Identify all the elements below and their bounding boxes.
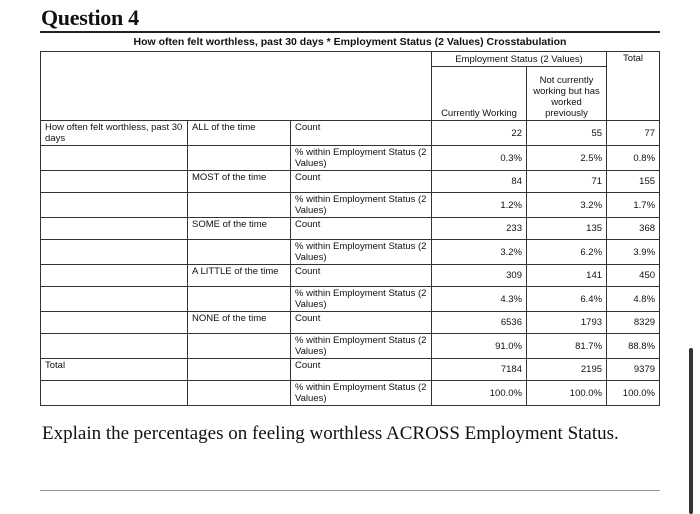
answer-line [40, 490, 660, 491]
count-cell: 55 [527, 121, 607, 146]
heading-underline [40, 31, 660, 33]
col-a-header: Currently Working [432, 67, 527, 121]
percent-cell: 4.3% [432, 287, 527, 312]
count-cell: 141 [527, 265, 607, 287]
percent-label: % within Employment Status (2 Values) [291, 381, 432, 406]
row-variable-blank [41, 193, 188, 218]
percent-row [41, 381, 660, 406]
percent-cell: 100.0% [527, 381, 607, 406]
col-total-header: Total [607, 52, 660, 121]
count-cell: 71 [527, 171, 607, 193]
percent-cell: 0.3% [432, 146, 527, 171]
count-cell: 6536 [432, 312, 527, 334]
category-label: NONE of the time [188, 312, 291, 334]
count-label: Count [291, 359, 432, 381]
category-label: A LITTLE of the time [188, 265, 291, 287]
count-row [41, 359, 660, 381]
count-cell: 450 [607, 265, 660, 287]
percent-row [41, 240, 660, 265]
count-cell: 1793 [527, 312, 607, 334]
crosstab-table [40, 51, 660, 406]
percent-cell: 3.2% [432, 240, 527, 265]
count-cell: 77 [607, 121, 660, 146]
category-blank [188, 287, 291, 312]
percent-row [41, 146, 660, 171]
count-cell: 84 [432, 171, 527, 193]
percent-cell: 0.8% [607, 146, 660, 171]
count-label: Count [291, 171, 432, 193]
header-row-group [41, 52, 660, 67]
percent-cell: 1.2% [432, 193, 527, 218]
row-variable-blank [41, 287, 188, 312]
count-cell: 155 [607, 171, 660, 193]
percent-row [41, 287, 660, 312]
count-cell: 233 [432, 218, 527, 240]
count-cell: 8329 [607, 312, 660, 334]
category-blank [188, 193, 291, 218]
category-blank [188, 146, 291, 171]
row-variable-blank [41, 146, 188, 171]
percent-cell: 81.7% [527, 334, 607, 359]
total-blank [188, 359, 291, 381]
percent-cell: 3.2% [527, 193, 607, 218]
count-label: Count [291, 121, 432, 146]
count-row [41, 218, 660, 240]
count-cell: 2195 [527, 359, 607, 381]
header-blank [41, 52, 432, 121]
percent-cell: 2.5% [527, 146, 607, 171]
count-cell: 9379 [607, 359, 660, 381]
count-cell: 135 [527, 218, 607, 240]
count-label: Count [291, 265, 432, 287]
row-variable-label: How often felt worthless, past 30 days [41, 121, 188, 146]
category-blank [188, 240, 291, 265]
row-variable-blank [41, 171, 188, 193]
percent-cell: 88.8% [607, 334, 660, 359]
row-variable-blank [41, 218, 188, 240]
percent-label: % within Employment Status (2 Values) [291, 287, 432, 312]
category-label: MOST of the time [188, 171, 291, 193]
row-variable-blank [41, 312, 188, 334]
count-cell: 7184 [432, 359, 527, 381]
count-cell: 309 [432, 265, 527, 287]
percent-cell: 4.8% [607, 287, 660, 312]
row-variable-blank [41, 240, 188, 265]
category-label: ALL of the time [188, 121, 291, 146]
percent-label: % within Employment Status (2 Values) [291, 240, 432, 265]
count-label: Count [291, 218, 432, 240]
percent-label: % within Employment Status (2 Values) [291, 334, 432, 359]
count-row [41, 312, 660, 334]
percent-cell: 3.9% [607, 240, 660, 265]
row-variable-blank [41, 381, 188, 406]
percent-cell: 1.7% [607, 193, 660, 218]
count-label: Count [291, 312, 432, 334]
percent-cell: 100.0% [607, 381, 660, 406]
category-blank [188, 381, 291, 406]
percent-label: % within Employment Status (2 Values) [291, 193, 432, 218]
category-label: SOME of the time [188, 218, 291, 240]
percent-label: % within Employment Status (2 Values) [291, 146, 432, 171]
count-row [41, 121, 660, 146]
percent-row [41, 193, 660, 218]
question-text: Explain the percentages on feeling worthless ACROSS Employment Status. [42, 423, 619, 444]
count-cell: 368 [607, 218, 660, 240]
row-variable-blank [41, 265, 188, 287]
percent-cell: 100.0% [432, 381, 527, 406]
col-b-header: Not currently working but has worked previously [527, 67, 607, 121]
scrollbar[interactable] [689, 348, 693, 514]
total-row-label: Total [41, 359, 188, 381]
col-group-header: Employment Status (2 Values) [432, 52, 607, 67]
category-blank [188, 334, 291, 359]
percent-cell: 6.2% [527, 240, 607, 265]
percent-row [41, 334, 660, 359]
count-row [41, 171, 660, 193]
count-row [41, 265, 660, 287]
count-cell: 22 [432, 121, 527, 146]
percent-cell: 6.4% [527, 287, 607, 312]
question-heading: Question 4 [41, 5, 139, 30]
table-caption: How often felt worthless, past 30 days * Employment Status (2 Values) Crosstabulation [133, 36, 567, 48]
percent-cell: 91.0% [432, 334, 527, 359]
row-variable-blank [41, 334, 188, 359]
